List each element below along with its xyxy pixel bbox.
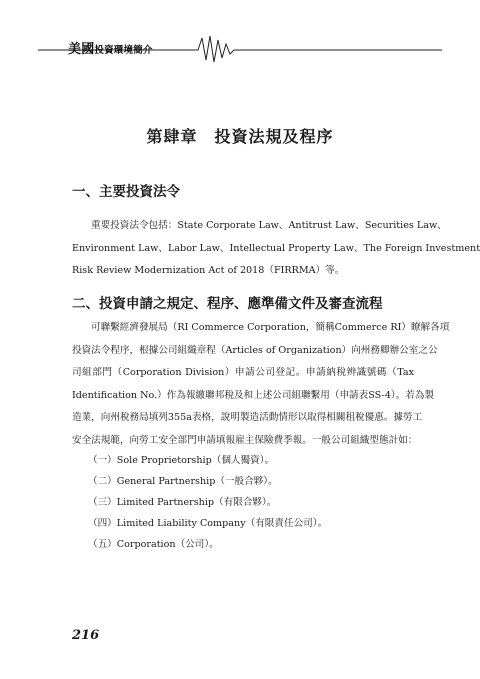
paragraph-line: 可聯繫經濟發展局（RI Commerce Corporation，簡稱Commerce RI）瞭解各項 (91, 322, 450, 333)
paragraph-line: Risk Review Modernization Act of 2018（FIRRMA）等。 (72, 265, 345, 276)
paragraph-line: Identification No.）作為報繳聯邦稅及和上述公司組聯繫用（申請表SS-4）。若為製 (72, 389, 435, 401)
section-2-paragraph (72, 317, 450, 452)
list-item: （四）Limited Liability Company（有限責任公司）。 (88, 518, 328, 529)
page-number: 216 (72, 628, 100, 643)
paragraph-line: 重要投資法令包括：State Corporate Law、Antitrust Law、Securities Law、 (91, 220, 447, 231)
chapter-title: 第肆章 投資法規及程序 (146, 127, 334, 146)
paragraph-line: 安全法規範，向勞工安全部門申請填報雇主保險費季報。一般公司組織型態計如： (72, 434, 418, 446)
list-item: （二）General Partnership（一般合夥）。 (88, 476, 278, 487)
header-title (68, 38, 153, 57)
list-item: （五）Corporation（公司）。 (88, 539, 219, 550)
section-heading-1: 一、主要投資法令 (72, 184, 180, 200)
paragraph-line: 投資法令程序，根據公司組織章程（Articles of Organization）向州務卿辦公室之公 (72, 344, 438, 356)
header-title-rest: 投資環境簡介 (94, 45, 153, 56)
header-title-prefix: 美國 (68, 42, 95, 57)
paragraph-line: 司組部門（Corporation Division）申請公司登記。申請納稅辨識號碼（Tax (72, 367, 414, 378)
section-heading-2: 二、投資申請之規定、程序、應準備文件及審查流程 (72, 296, 383, 312)
list-item: （三）Limited Partnership（有限合夥）。 (88, 497, 277, 508)
paragraph-line: Environment Law、Labor Law、Intellectual Property Law、The Foreign Investment (72, 242, 480, 254)
list-item: （一）Sole Proprietorship（個人獨資）。 (88, 455, 275, 466)
paragraph-line: 造業，向州稅務局填列355a表格，說明製造活動情形以取得相關租稅優惠。據勞工 (72, 412, 423, 423)
section-1-paragraph (72, 215, 480, 283)
running-header (38, 30, 442, 70)
company-types-list (88, 450, 327, 555)
